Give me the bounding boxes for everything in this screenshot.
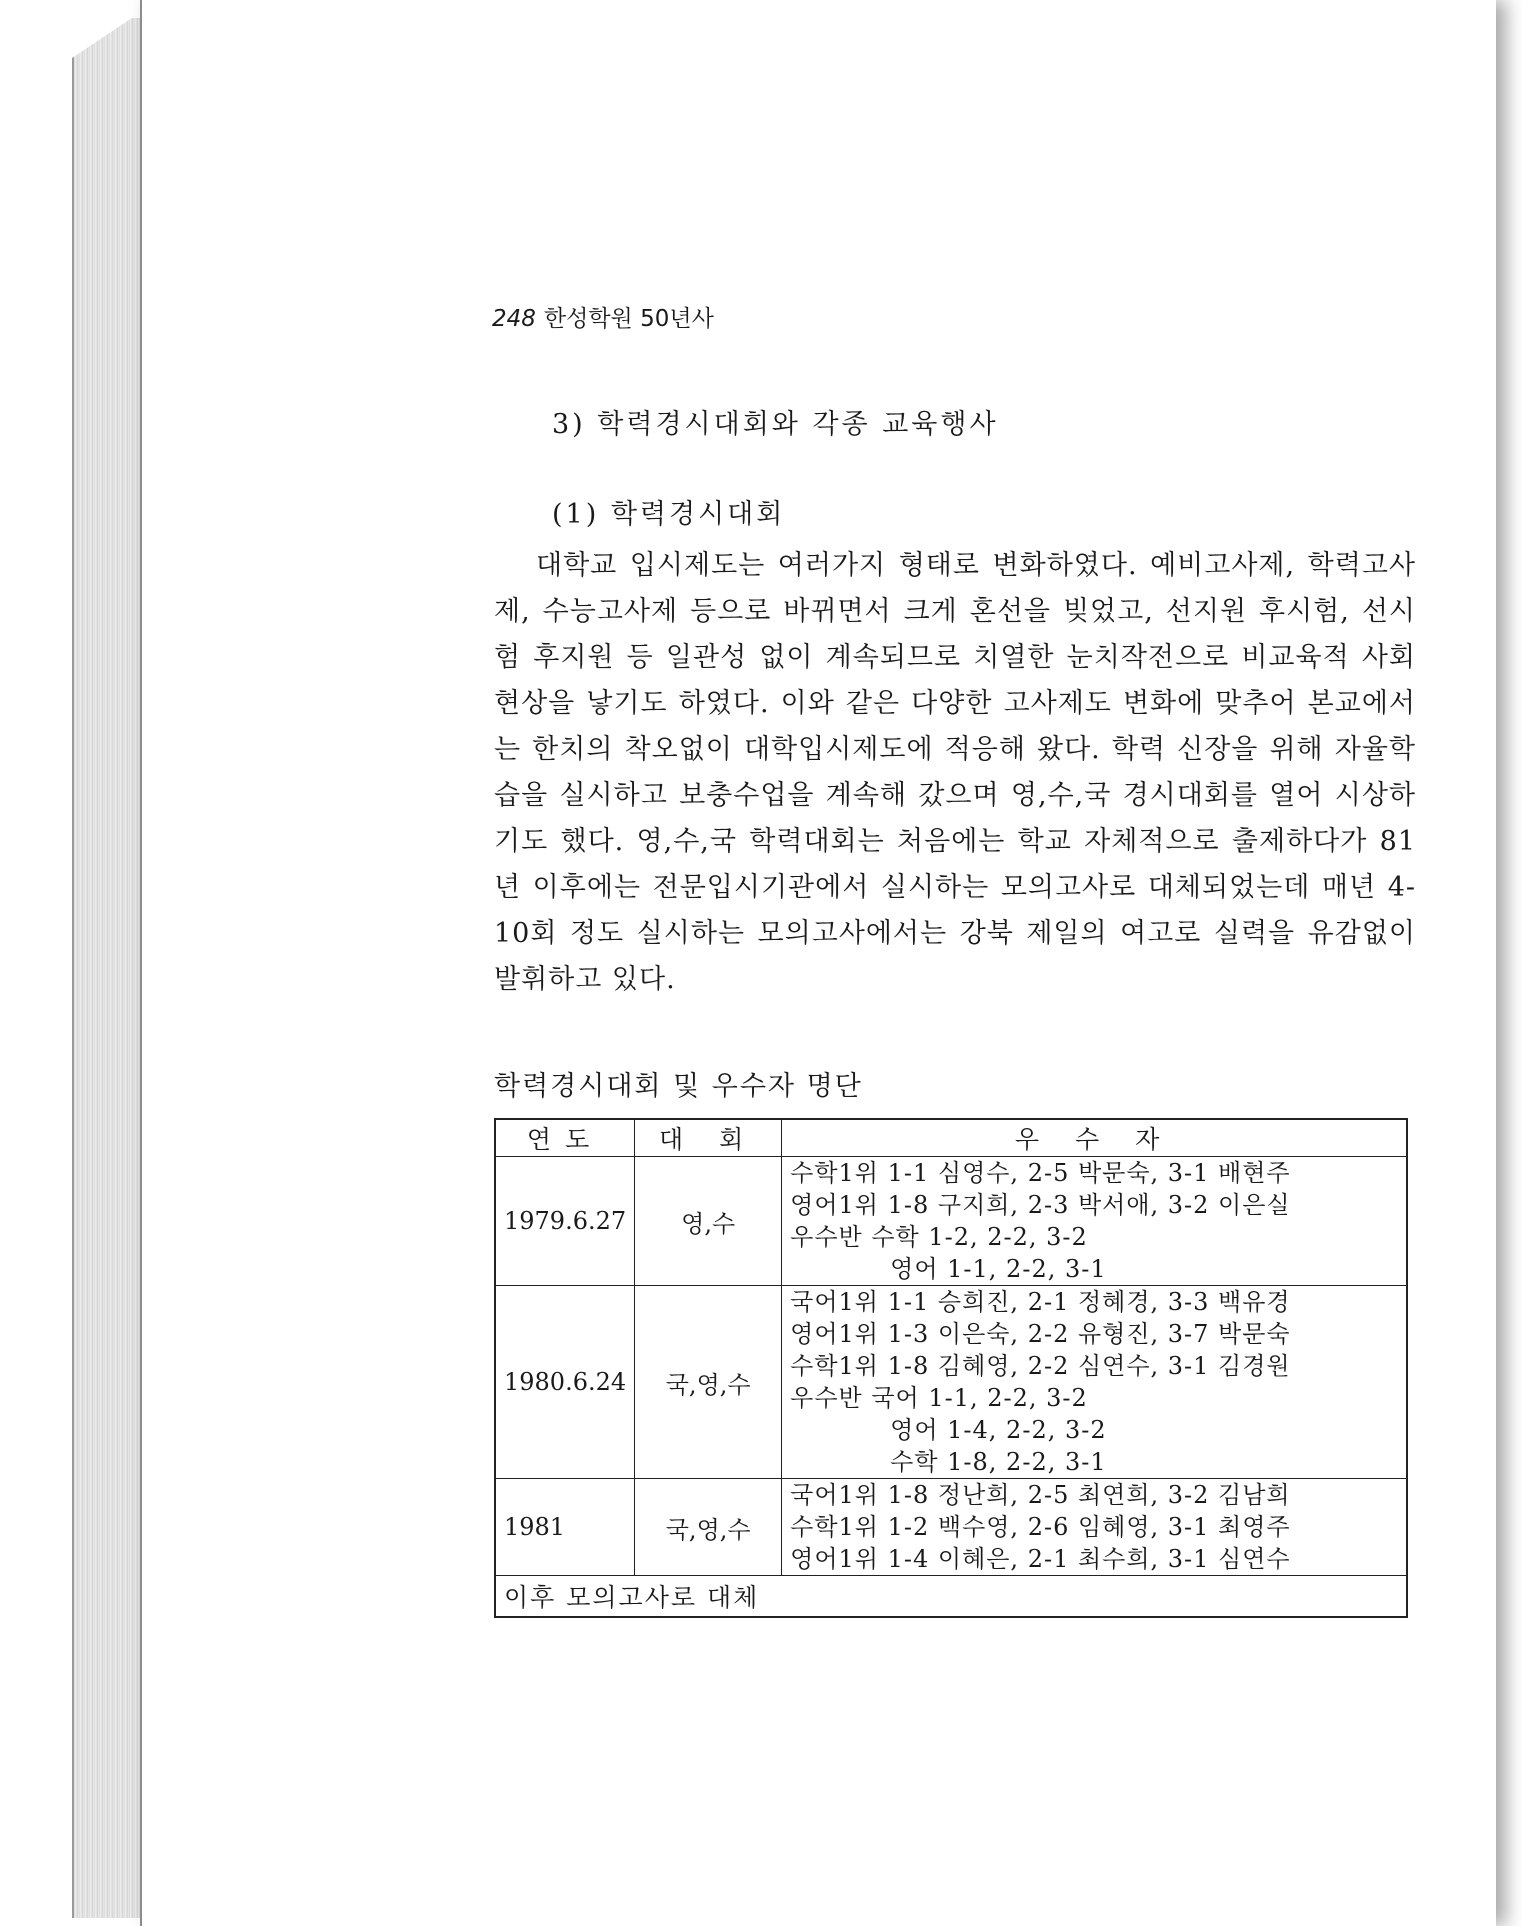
table-row: [495, 1479, 1407, 1576]
winner-line: 우수반 국어 1-1, 2-2, 3-2: [790, 1384, 1088, 1412]
winner-line: 국어1위 1-8 정난희, 2-5 최연희, 3-2 김남희: [790, 1481, 1291, 1509]
subsection-title: (1) 학력경시대회: [552, 499, 786, 530]
table-row: [495, 1157, 1407, 1286]
row-contest: 국,영,수: [635, 1286, 782, 1479]
row-contest: 영,수: [635, 1157, 782, 1286]
winner-line: 수학1위 1-8 김혜영, 2-2 심연수, 3-1 김경원: [790, 1352, 1291, 1380]
row-winners: [782, 1286, 1407, 1479]
winner-line: 국어1위 1-1 승희진, 2-1 정혜경, 3-3 백유경: [790, 1288, 1291, 1316]
row-year: 1979.6.27: [495, 1157, 635, 1286]
winner-line: 영어1위 1-4 이혜은, 2-1 최수희, 3-1 심연수: [790, 1545, 1291, 1573]
row-winners: [782, 1479, 1407, 1576]
row-winners: [782, 1157, 1407, 1286]
row-contest: 국,영,수: [635, 1479, 782, 1576]
winner-line: 수학1위 1-2 백수영, 2-6 임혜영, 3-1 최영주: [790, 1513, 1291, 1541]
table-footer-row: [495, 1576, 1407, 1618]
table-row: [495, 1286, 1407, 1479]
section-title: 3) 학력경시대회와 각종 교육행사: [552, 409, 999, 440]
book-page: [140, 0, 1496, 1926]
header-contest: 대 회: [635, 1119, 782, 1157]
table-footer-note: 이후 모의고사로 대체: [495, 1576, 1407, 1618]
winner-line: 영어1위 1-3 이은숙, 2-2 유형진, 3-7 박문숙: [790, 1320, 1291, 1348]
row-year: 1980.6.24: [495, 1286, 635, 1479]
winner-line: 우수반 수학 1-2, 2-2, 3-2: [790, 1223, 1088, 1251]
row-year: 1981: [495, 1479, 635, 1576]
header-year: 연도: [495, 1119, 635, 1157]
winner-line: 영어1위 1-8 구지희, 2-3 박서애, 3-2 이은실: [790, 1191, 1291, 1219]
winner-line: 수학 1-8, 2-2, 3-1: [890, 1448, 1107, 1476]
results-table: [494, 1118, 1408, 1618]
body-paragraph: 대학교 입시제도는 여러가지 형태로 변화하였다. 예비고사제, 학력고사제, 수능고사제 등으로 바뀌면서 크게 혼선을 빚었고, 선지원 후시험, 선시험 후지원 등 일관성 없이 계속되므로 치열한 눈치작전으로 비교육적 사회현상을 낳기도 하였다. 이와 같은 다양한 고사제도 변화에 맞추어 본교에서는 한치의 착오없이 대학입시제도에 적응해 왔다. 학력 신장을 위해 자율학습을 실시하고 보충수업을 계속해 갔으며 영,수,국 경시대회를 열어 시상하기도 했다. 영,수,국 학력대회는 처음에는 학교 자체적으로 출제하다가 81년 이후에는 전문입시기관에서 실시하는 모의고사로 대체되었는데 매년 4-10회 정도 실시하는 모의고사에서는 강북 제일의 여고로 실력을 유감없이 발휘하고 있다.: [494, 550, 1416, 995]
winner-line: 수학1위 1-1 심영수, 2-5 박문숙, 3-1 배현주: [790, 1159, 1291, 1187]
table-header-row: [495, 1119, 1407, 1157]
header-winners: 우 수 자: [782, 1119, 1407, 1157]
winner-line: 영어 1-1, 2-2, 3-1: [890, 1255, 1107, 1283]
book-title: 한성학원 50년사: [543, 306, 714, 332]
page-number: 248: [492, 306, 536, 332]
running-head: [492, 300, 714, 333]
winner-line: 영어 1-4, 2-2, 3-2: [890, 1416, 1107, 1444]
table-caption: 학력경시대회 및 우수자 명단: [494, 1071, 863, 1102]
